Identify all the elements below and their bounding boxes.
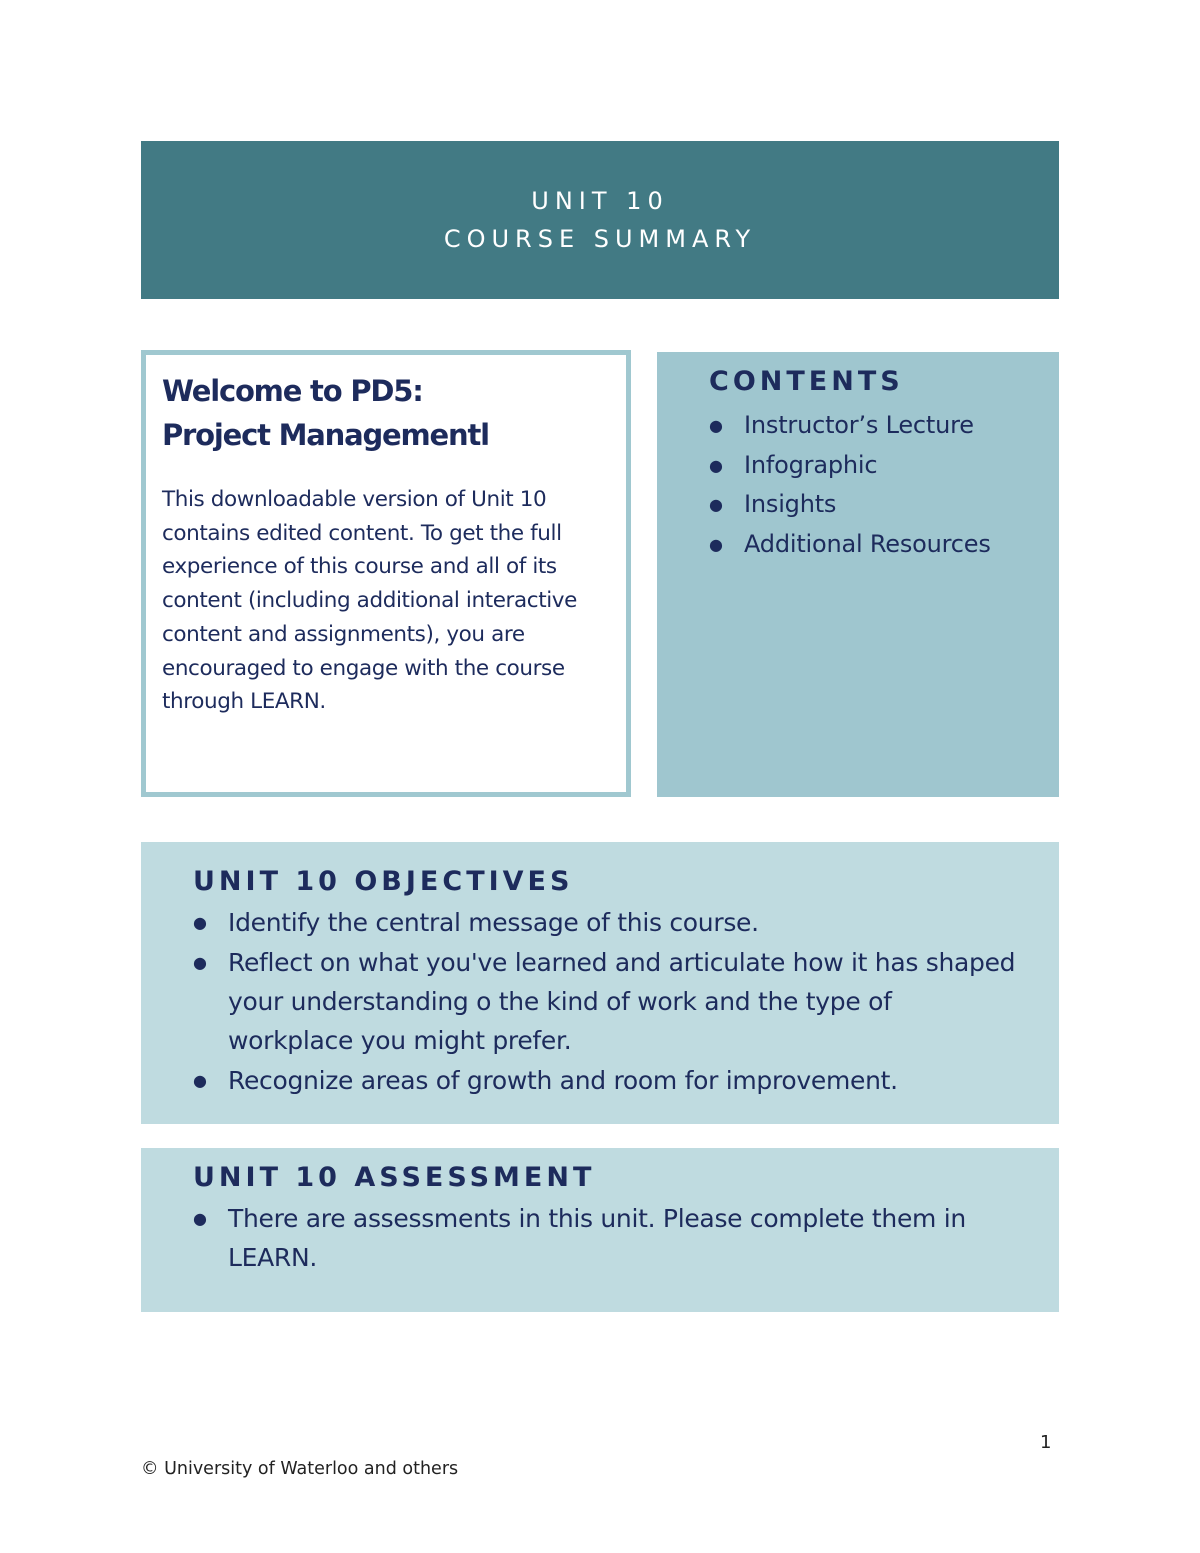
contents-heading: CONTENTS: [709, 366, 904, 397]
objective-item: [193, 903, 1019, 942]
contents-item: [709, 525, 1059, 565]
welcome-title-line2: Project Managementl: [162, 418, 489, 452]
contents-item: [709, 406, 1059, 446]
unit-banner: [141, 141, 1059, 299]
assessment-item-text: There are assessments in this unit. Please complete them in LEARN.: [228, 1204, 966, 1272]
welcome-box: [141, 350, 631, 797]
welcome-body: This downloadable version of Unit 10 contains edited content. To get the full experience of this course and all of its content (including additional interactive content and assignments), you are encouraged to engage with the course through LEARN.: [162, 487, 577, 715]
contents-item: [709, 446, 1059, 486]
objective-item-text: Reflect on what you've learned and articulate how it has shaped your understanding o the kind of work and the type of workplace you might prefer.: [228, 948, 1016, 1055]
bullet-icon: ●: [193, 1071, 207, 1090]
contents-box: [657, 352, 1059, 797]
objective-item: [193, 1061, 1019, 1100]
bullet-icon: ●: [709, 534, 723, 554]
contents-item-label: Instructor’s Lecture: [744, 411, 974, 439]
objectives-box: [141, 842, 1059, 1124]
assessment-list: [193, 1199, 1019, 1277]
objective-item-text: Recognize areas of growth and room for improvement.: [228, 1066, 898, 1095]
unit-subtitle: COURSE SUMMARY: [443, 225, 757, 253]
bullet-icon: ●: [193, 913, 207, 932]
objectives-list: [193, 903, 1019, 1100]
objectives-heading: UNIT 10 OBJECTIVES: [193, 866, 574, 897]
welcome-title: [162, 369, 610, 457]
contents-item-label: Additional Resources: [744, 529, 991, 558]
unit-title: UNIT 10: [531, 187, 669, 215]
objective-item-text: Identify the central message of this course.: [228, 908, 759, 937]
objective-item: [193, 943, 1019, 1060]
assessment-item: [193, 1199, 1019, 1277]
bullet-icon: ●: [193, 953, 207, 972]
bullet-icon: ●: [709, 495, 723, 514]
bullet-icon: ●: [709, 455, 723, 475]
assessment-box: [141, 1148, 1059, 1312]
bullet-icon: ●: [193, 1209, 207, 1228]
contents-item-label: Insights: [744, 490, 837, 518]
contents-item-label: Infographic: [744, 450, 878, 479]
contents-list: [709, 406, 1059, 564]
bullet-icon: ●: [709, 416, 723, 435]
welcome-title-line1: Welcome to PD5:: [162, 374, 423, 408]
assessment-heading: UNIT 10 ASSESSMENT: [193, 1162, 596, 1193]
contents-item: [709, 485, 1059, 525]
copyright-footer: © University of Waterloo and others: [141, 1459, 459, 1479]
page-number: 1: [1040, 1432, 1052, 1453]
